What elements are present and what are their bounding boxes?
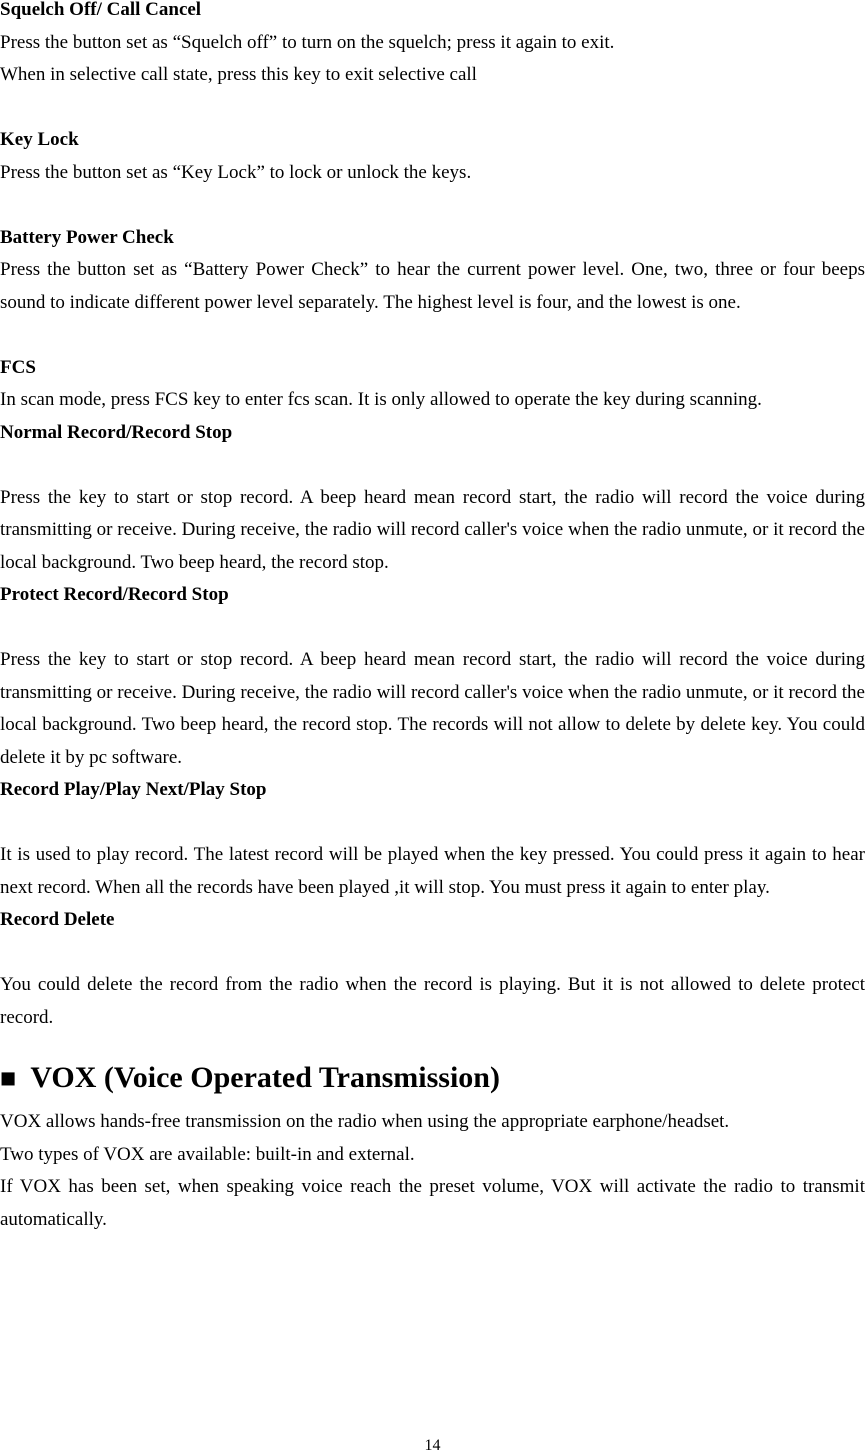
heading-squelch-off: Squelch Off/ Call Cancel — [0, 0, 202, 20]
spacer — [0, 319, 865, 352]
heading-record-play: Record Play/Play Next/Play Stop — [0, 779, 267, 800]
paragraph-record-play: It is used to play record. The latest record will be played when the key pressed. You could press it again to hear next record. When all the records have been played ,it will stop. You must press it again to enter play. — [0, 844, 865, 898]
spacer — [0, 612, 865, 645]
black-square-bullet-icon: ■ — [0, 1063, 17, 1093]
paragraph-key-lock: Press the button set as “Key Lock” to lock or unlock the keys. — [0, 161, 472, 183]
heading-fcs: FCS — [0, 356, 36, 378]
spacer — [0, 92, 865, 125]
section-title-vox — [0, 1060, 865, 1096]
paragraph-squelch-off-line-1: Press the button set as “Squelch off” to turn on the squelch; press it again to exit. — [0, 31, 615, 53]
page-number: 14 — [424, 1437, 441, 1454]
spacer — [0, 189, 865, 222]
paragraph-protect-record: Press the key to start or stop record. A beep heard mean record start, the radio will record the voice during transmitting or receive. During receive, the radio will record caller's voice when the radio unmute, or it record the local background. Two beep heard, the record stop. The records will not allow to delete by delete key. You could delete it by pc software. — [0, 649, 865, 768]
paragraph-vox-line-1: VOX allows hands-free transmission on the radio when using the appropriate earphone/headset. — [0, 1111, 730, 1132]
spacer — [0, 937, 865, 970]
paragraph-squelch-off-line-2: When in selective call state, press this key to exit selective call — [0, 64, 477, 85]
spacer — [0, 807, 865, 840]
paragraph-normal-record: Press the key to start or stop record. A beep heard mean record start, the radio will record the voice during transmitting or receive. During receive, the radio will record caller's voice when the radio unmute, or it record the local background. Two beep heard, the record stop. — [0, 486, 865, 573]
paragraph-fcs: In scan mode, press FCS key to enter fcs scan. It is only allowed to operate the key during scanning. — [0, 389, 762, 410]
section-title-vox-text: VOX (Voice Operated Transmission) — [30, 1061, 500, 1094]
paragraph-vox-line-2: Two types of VOX are available: built-in and external. — [0, 1143, 415, 1165]
heading-key-lock: Key Lock — [0, 129, 79, 150]
heading-protect-record: Protect Record/Record Stop — [0, 584, 229, 605]
heading-normal-record: Normal Record/Record Stop — [0, 421, 233, 443]
spacer — [0, 449, 865, 482]
heading-record-delete: Record Delete — [0, 909, 115, 930]
paragraph-battery-power-check: Press the button set as “Battery Power Check” to hear the current power level. One, two, three or four beeps sound to indicate different power level separately. The highest level is four, and the lowest is one. — [0, 259, 865, 313]
heading-battery-power-check: Battery Power Check — [0, 226, 174, 248]
paragraph-record-delete: You could delete the record from the radio when the record is playing. But it is not allowed to delete protect record. — [0, 974, 865, 1028]
paragraph-vox-line-3: If VOX has been set, when speaking voice reach the preset volume, VOX will activate the radio to transmit automatically. — [0, 1176, 865, 1230]
